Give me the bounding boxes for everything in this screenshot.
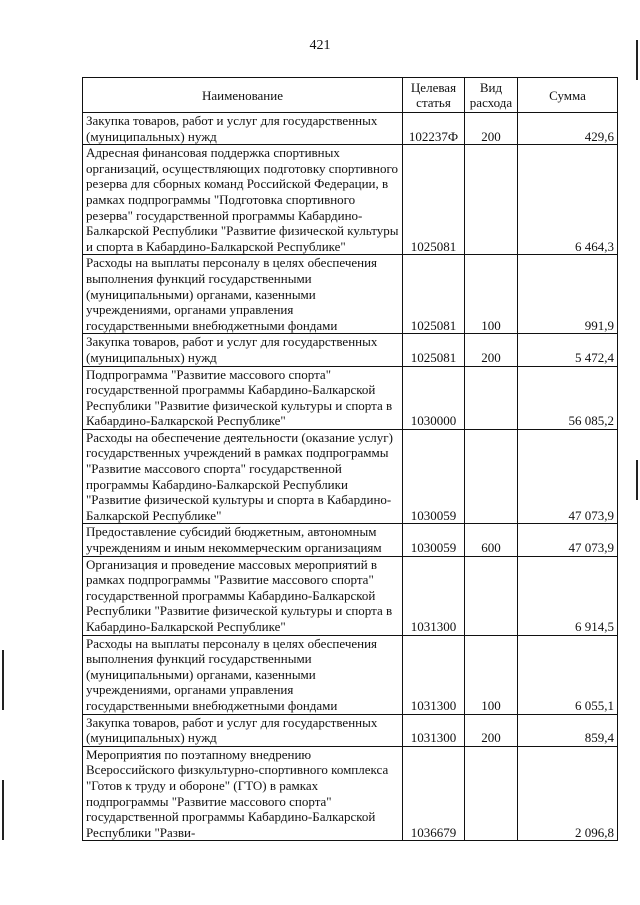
cell-expense <box>465 429 518 524</box>
table-row <box>83 556 618 635</box>
cell-name: Закупка товаров, работ и услуг для государственных (муниципальных) нужд <box>83 714 403 746</box>
cell-expense: 200 <box>465 334 518 366</box>
cell-article: 102237Ф <box>403 113 465 145</box>
page-number: 421 <box>309 38 331 53</box>
cell-article: 1031300 <box>403 635 465 714</box>
cell-name: Подпрограмма "Развитие массового спорта" государственной программы Кабардино-Балкарской Республики "Развитие физической культуры и спорта в Кабардино-Балкарской Республике" <box>83 366 403 429</box>
table-row <box>83 113 618 145</box>
table-row <box>83 524 618 556</box>
table-header-row <box>83 78 618 113</box>
cell-expense <box>465 366 518 429</box>
scan-edge-mark <box>2 780 4 840</box>
cell-sum: 5 472,4 <box>518 334 618 366</box>
cell-expense: 100 <box>465 255 518 334</box>
scan-edge-mark <box>636 460 638 500</box>
header-article: Целевая статья <box>403 78 465 113</box>
cell-article: 1036679 <box>403 746 465 841</box>
scan-edge-mark <box>2 650 4 710</box>
cell-sum: 6 464,3 <box>518 145 618 255</box>
cell-sum: 991,9 <box>518 255 618 334</box>
table-row <box>83 145 618 255</box>
cell-expense <box>465 556 518 635</box>
cell-article: 1031300 <box>403 714 465 746</box>
table-row <box>83 334 618 366</box>
cell-expense <box>465 746 518 841</box>
cell-name: Предоставление субсидий бюджетным, автономным учреждениям и иным некоммерческим организациям <box>83 524 403 556</box>
header-sum: Сумма <box>518 78 618 113</box>
cell-name: Закупка товаров, работ и услуг для государственных (муниципальных) нужд <box>83 334 403 366</box>
cell-expense: 200 <box>465 714 518 746</box>
cell-sum: 859,4 <box>518 714 618 746</box>
cell-sum: 6 055,1 <box>518 635 618 714</box>
cell-sum: 47 073,9 <box>518 429 618 524</box>
table-row <box>83 255 618 334</box>
cell-sum: 47 073,9 <box>518 524 618 556</box>
cell-name: Закупка товаров, работ и услуг для государственных (муниципальных) нужд <box>83 113 403 145</box>
cell-article: 1031300 <box>403 556 465 635</box>
table-row <box>83 429 618 524</box>
budget-table <box>82 77 618 841</box>
cell-name: Мероприятия по поэтапному внедрению Всероссийского физкультурно-спортивного комплекса "Готов к труду и обороне" (ГТО) в рамках подпрограммы "Развитие массового спорта" государственной программы Кабардино-Балкарской Республики "Разви- <box>83 746 403 841</box>
cell-article: 1030059 <box>403 524 465 556</box>
scan-edge-mark <box>636 40 638 80</box>
table-row <box>83 635 618 714</box>
header-name: Наименование <box>83 78 403 113</box>
cell-sum: 2 096,8 <box>518 746 618 841</box>
table-row <box>83 746 618 841</box>
cell-article: 1025081 <box>403 255 465 334</box>
cell-article: 1030059 <box>403 429 465 524</box>
cell-expense: 100 <box>465 635 518 714</box>
table-row <box>83 714 618 746</box>
header-expense: Вид расхода <box>465 78 518 113</box>
cell-article: 1030000 <box>403 366 465 429</box>
cell-expense <box>465 145 518 255</box>
cell-name: Организация и проведение массовых мероприятий в рамках подпрограммы "Развитие массового спорта" государственной программы Кабардино-Балкарской Республики "Развитие физической культуры и спорта в Кабардино-Балкарской Республике" <box>83 556 403 635</box>
cell-expense: 200 <box>465 113 518 145</box>
cell-article: 1025081 <box>403 145 465 255</box>
cell-expense: 600 <box>465 524 518 556</box>
cell-sum: 56 085,2 <box>518 366 618 429</box>
cell-article: 1025081 <box>403 334 465 366</box>
cell-name: Расходы на выплаты персоналу в целях обеспечения выполнения функций государственными (муниципальными) органами, казенными учреждениями, органами управления государственными внебюджетными фондами <box>83 635 403 714</box>
cell-sum: 6 914,5 <box>518 556 618 635</box>
table-row <box>83 366 618 429</box>
cell-name: Расходы на выплаты персоналу в целях обеспечения выполнения функций государственными (муниципальными) органами, казенными учреждениями, органами управления государственными внебюджетными фондами <box>83 255 403 334</box>
cell-name: Адресная финансовая поддержка спортивных организаций, осуществляющих подготовку спортивного резерва для сборных команд Российской Федерации, в рамках подпрограммы "Подготовка спортивного резерва" государственной программы Кабардино-Балкарской Республики "Развитие физической культуры и спорта в Кабардино-Балкарской Республике" <box>83 145 403 255</box>
cell-name: Расходы на обеспечение деятельности (оказание услуг) государственных учреждений в рамках подпрограммы "Развитие массового спорта" государственной программы Кабардино-Балкарской Республики "Развитие физической культуры и спорта в Кабардино-Балкарской Республике" <box>83 429 403 524</box>
cell-sum: 429,6 <box>518 113 618 145</box>
